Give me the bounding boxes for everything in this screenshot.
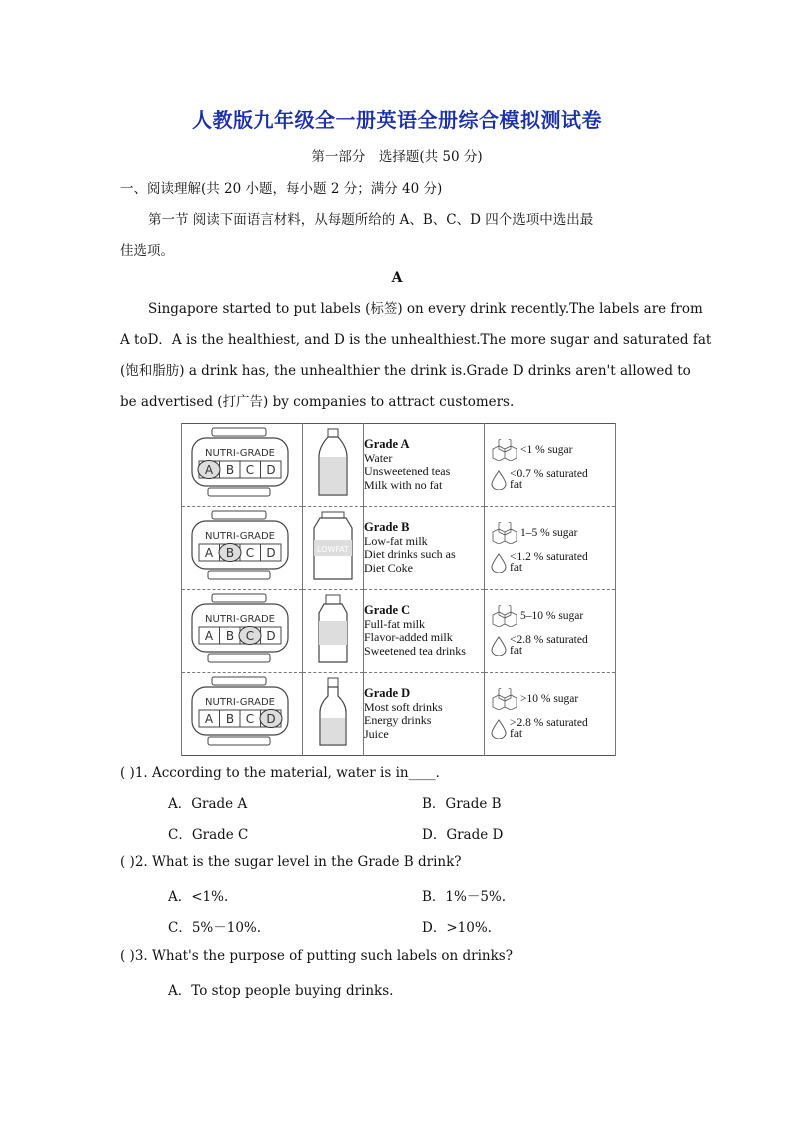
label-title: NUTRI-GRADE — [205, 697, 275, 708]
nutri-grade-badge — [182, 507, 303, 590]
sugar-cubes-icon — [491, 605, 517, 627]
can-label-icon — [182, 424, 300, 502]
letter-a: A — [204, 546, 214, 560]
letter-d: D — [266, 629, 276, 643]
option-1c: C．Grade C — [168, 827, 249, 843]
bottle-icon — [303, 590, 364, 673]
grade-example: Flavor-added milk — [364, 630, 453, 644]
letter-d: D — [266, 546, 276, 560]
option-2d: D．>10%. — [422, 920, 492, 936]
grade-letters — [198, 461, 281, 479]
letter-b: B — [225, 546, 235, 560]
grade-row — [182, 424, 616, 507]
can-label-icon — [182, 673, 300, 751]
grade-example: Diet drinks such as — [364, 547, 456, 561]
passage-line: be advertised (打广告) by companies to attract customers. — [120, 394, 515, 410]
question-1: ( )1. According to the material, water is in____． — [120, 765, 450, 781]
grade-example: Low-fat milk — [364, 533, 428, 548]
grade-name: Grade B — [364, 520, 410, 534]
fat-level: <1.2 % saturated — [510, 551, 588, 563]
letter-d: D — [266, 463, 276, 477]
passage-label: A — [391, 270, 403, 286]
nutri-grade-table — [181, 423, 616, 756]
carton-icon — [303, 507, 364, 590]
grade-example: Juice — [364, 726, 389, 741]
grade-example: Full-fat milk — [364, 616, 425, 631]
fat-unit: fat — [510, 728, 523, 740]
sugar-cubes-icon — [491, 522, 517, 544]
fat-unit: fat — [510, 562, 523, 574]
grade-example: Water — [364, 450, 393, 465]
section-title: 一、阅读理解(共 20 小题，每小题 2 分；满分 40 分) — [120, 181, 443, 197]
grade-nutrition — [485, 590, 616, 673]
grade-example: Most soft drinks — [364, 699, 443, 714]
grade-name: Grade A — [364, 437, 410, 451]
fat-level: <2.8 % saturated — [510, 634, 588, 646]
fat-level: >2.8 % saturated — [510, 717, 588, 729]
passage-line: (饱和脂肪) a drink has, the unhealthier the drink is.Grade D drinks aren't allowed to — [120, 363, 691, 379]
passage-line: A toD．A is the healthiest, and D is the unhealthiest.The more sugar and saturated fat — [120, 332, 712, 348]
option-3a: A．To stop people buying drinks. — [168, 983, 394, 999]
fat-unit: fat — [510, 479, 523, 491]
letter-c: C — [245, 629, 255, 643]
letter-b: B — [225, 463, 235, 477]
grade-example: Sweetened tea drinks — [364, 643, 466, 658]
instruction-line-1: 第一节 阅读下面语言材料，从每题所给的 A、B、C、D 四个选项中选出最 — [148, 212, 594, 228]
option-1d: D．Grade D — [422, 827, 504, 843]
sugar-cubes-icon — [491, 688, 517, 710]
can-label-icon — [182, 590, 300, 668]
sugar-level: >10 % sugar — [520, 693, 579, 705]
letter-a: A — [204, 629, 214, 643]
label-title: NUTRI-GRADE — [205, 531, 275, 542]
letter-b: B — [225, 712, 235, 726]
nutri-grade-badge — [182, 590, 303, 673]
grade-name: Grade D — [364, 686, 411, 700]
grade-name: Grade C — [364, 603, 411, 617]
letter-c: C — [245, 463, 255, 477]
option-2a: A．<1%. — [168, 889, 229, 905]
passage-line: Singapore started to put labels (标签) on every drink recently.The labels are from — [148, 301, 703, 317]
sugar-level: 1–5 % sugar — [520, 527, 578, 539]
letter-c: C — [245, 712, 255, 726]
option-1b: B．Grade B — [422, 796, 502, 812]
passage — [120, 294, 712, 418]
nutri-grade-badge — [182, 673, 303, 756]
grade-nutrition — [485, 507, 616, 590]
exam-title: 人教版九年级全一册英语全册综合模拟测试卷 — [192, 108, 602, 132]
can-label-icon — [182, 507, 300, 585]
letter-a: A — [204, 463, 214, 477]
question-3: ( )3. What's the purpose of putting such labels on drinks? — [120, 948, 513, 964]
fat-drop-icon — [491, 719, 507, 739]
grade-example: Diet Coke — [364, 560, 413, 575]
instruction-line-2: 佳选项。 — [120, 243, 174, 259]
grade-example: Unsweetened teas — [364, 464, 451, 478]
grade-description — [364, 424, 485, 507]
part-title: 第一部分 选择题(共 50 分) — [311, 149, 483, 165]
grade-description — [364, 590, 485, 673]
letter-d: D — [266, 712, 276, 726]
nutri-grade-badge — [182, 424, 303, 507]
bottle-label: LOWFAT — [317, 545, 349, 554]
grade-description — [364, 507, 485, 590]
option-2c: C．5%－10%. — [168, 920, 262, 936]
option-1a: A．Grade A — [168, 796, 248, 812]
label-title: NUTRI-GRADE — [205, 614, 275, 625]
sugar-level: <1 % sugar — [520, 444, 573, 456]
question-2: ( )2. What is the sugar level in the Grade B drink? — [120, 854, 462, 870]
fat-drop-icon — [491, 553, 507, 573]
grade-nutrition — [485, 424, 616, 507]
grade-row — [182, 673, 616, 756]
grade-example: Energy drinks — [364, 713, 432, 727]
fat-drop-icon — [491, 636, 507, 656]
grade-example: Milk with no fat — [364, 477, 443, 492]
grade-nutrition — [485, 673, 616, 756]
sugar-level: 5–10 % sugar — [520, 610, 584, 622]
grade-row — [182, 507, 616, 590]
fat-level: <0.7 % saturated — [510, 468, 588, 480]
sugar-cubes-icon — [491, 439, 517, 461]
grade-row — [182, 590, 616, 673]
grade-description — [364, 673, 485, 756]
bottle-icon — [303, 424, 364, 507]
label-title: NUTRI-GRADE — [205, 448, 275, 459]
fat-unit: fat — [510, 645, 523, 657]
letter-b: B — [225, 629, 235, 643]
letter-a: A — [204, 712, 214, 726]
option-2b: B．1%－5%. — [422, 889, 507, 905]
letter-c: C — [245, 546, 255, 560]
bottle-icon — [303, 673, 364, 756]
fat-drop-icon — [491, 470, 507, 490]
